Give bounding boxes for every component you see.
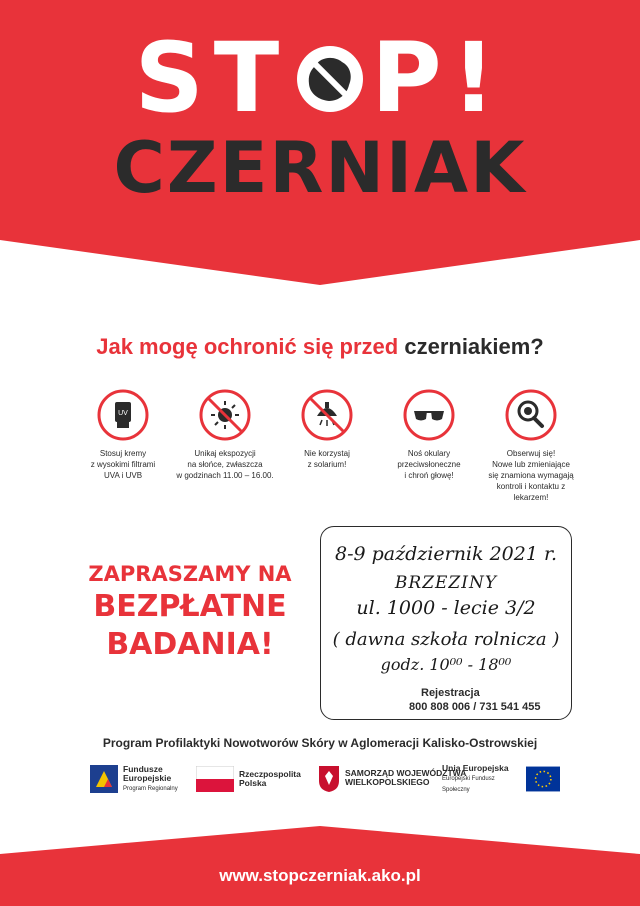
fe-logo-icon bbox=[90, 765, 118, 793]
eu-flag-icon bbox=[526, 766, 560, 792]
question-heading bbox=[0, 334, 640, 360]
polish-flag-icon bbox=[196, 766, 234, 792]
tip-no-solarium bbox=[276, 388, 378, 503]
fundusze-europejskie-logo bbox=[90, 762, 178, 796]
coat-of-arms-icon bbox=[318, 765, 340, 793]
tip-line: Noś okulary bbox=[407, 449, 451, 458]
ue-title: Unia Europejska bbox=[442, 762, 509, 773]
no-sun-icon bbox=[198, 388, 252, 442]
tip-no-sun bbox=[174, 388, 276, 503]
tip-line: w godzinach 11.00 – 16.00. bbox=[176, 471, 274, 480]
tip-line: przeciwsłoneczne bbox=[397, 460, 461, 469]
handwritten-date: 8-9 październik 2021 r. bbox=[334, 543, 557, 565]
tip-sunscreen bbox=[72, 388, 174, 503]
invite-block bbox=[60, 560, 320, 664]
website-link[interactable]: www.stopczerniak.ako.pl bbox=[219, 866, 421, 885]
tip-line: na słońce, zwłaszcza bbox=[187, 460, 263, 469]
sunscreen-icon bbox=[96, 388, 150, 442]
tip-text bbox=[397, 448, 460, 481]
fe-title2: Europejskie bbox=[123, 772, 172, 783]
fe-sub: Program Regionalny bbox=[123, 785, 178, 792]
tip-line: Unikaj ekspozycji bbox=[194, 449, 256, 458]
rzeczpospolita-logo bbox=[196, 762, 301, 796]
sunscreen-icon-label: UV bbox=[118, 410, 128, 417]
rp-logo-text bbox=[239, 770, 301, 788]
czerniak-title: CZERNIAK bbox=[113, 127, 527, 209]
no-solarium-icon bbox=[300, 388, 354, 442]
sunglasses-icon bbox=[402, 388, 456, 442]
stop-title bbox=[0, 18, 640, 138]
ue-logo-text bbox=[442, 764, 521, 795]
magnifier-mole-icon bbox=[504, 388, 558, 442]
tips-row bbox=[72, 388, 582, 503]
tip-text bbox=[304, 448, 350, 470]
sw-line1: SAMORZĄD WOJEWÓDZTWA bbox=[345, 768, 467, 778]
ue-sub: Europejski Fundusz Społeczny bbox=[442, 775, 495, 793]
tip-line: z wysokimi filtrami bbox=[90, 460, 156, 469]
tip-text bbox=[91, 448, 155, 481]
tip-sunglasses bbox=[378, 388, 480, 503]
rp-line2: Polska bbox=[239, 778, 267, 788]
handwritten-hours: godz. 10⁰⁰ - 18⁰⁰ bbox=[380, 655, 512, 674]
tip-line: Obserwuj się! bbox=[506, 449, 556, 458]
question-text-red: Jak mogę ochronić się przed bbox=[96, 334, 399, 359]
fe-title: Fundusze bbox=[123, 763, 163, 774]
invite-line2: BEZPŁATNE bbox=[93, 589, 287, 624]
unia-europejska-logo bbox=[442, 762, 560, 796]
tip-line: Nowe lub zmieniające bbox=[492, 460, 570, 469]
fe-logo-text bbox=[123, 765, 178, 794]
handwritten-address: ul. 1000 - lecie 3/2 bbox=[356, 597, 536, 619]
registration-phones: 800 808 006 / 731 541 455 bbox=[409, 701, 541, 713]
stop-mole-icon bbox=[295, 44, 365, 114]
handwritten-city: BRZEZINY bbox=[394, 573, 498, 593]
tip-line: Stosuj kremy bbox=[99, 449, 147, 458]
tip-text bbox=[480, 448, 582, 503]
tip-line: z solarium! bbox=[307, 460, 347, 469]
handwritten-note: ( dawna szkoła rolnicza ) bbox=[332, 629, 560, 650]
rp-line1: Rzeczpospolita bbox=[239, 769, 301, 779]
program-title: Program Profilaktyki Nowotworów Skóry w Aglomeracji Kalisko-Ostrowskiej bbox=[102, 736, 538, 750]
sw-line2: WIELKOPOLSKIEGO bbox=[345, 777, 430, 787]
invite-line3: BADANIA! bbox=[106, 627, 274, 662]
registration-label: Rejestracja bbox=[421, 687, 480, 699]
tip-line: i chroń głowę! bbox=[404, 471, 454, 480]
tip-line: Nie korzystaj bbox=[304, 449, 350, 458]
tip-line: kontroli i kontaktu z lekarzem! bbox=[496, 482, 566, 502]
stop-title-part2: P! bbox=[371, 22, 506, 134]
tip-line: UVA i UVB bbox=[103, 471, 143, 480]
event-details-card bbox=[320, 526, 572, 720]
invite-line1: ZAPRASZAMY NA bbox=[88, 562, 292, 586]
tip-text bbox=[176, 448, 273, 481]
stop-title-part1: ST bbox=[134, 22, 290, 134]
tip-observe bbox=[480, 388, 582, 503]
logos-row bbox=[90, 762, 560, 796]
tip-line: się znamiona wymagają bbox=[488, 471, 574, 480]
question-text-dark: czerniakiem? bbox=[404, 334, 544, 359]
